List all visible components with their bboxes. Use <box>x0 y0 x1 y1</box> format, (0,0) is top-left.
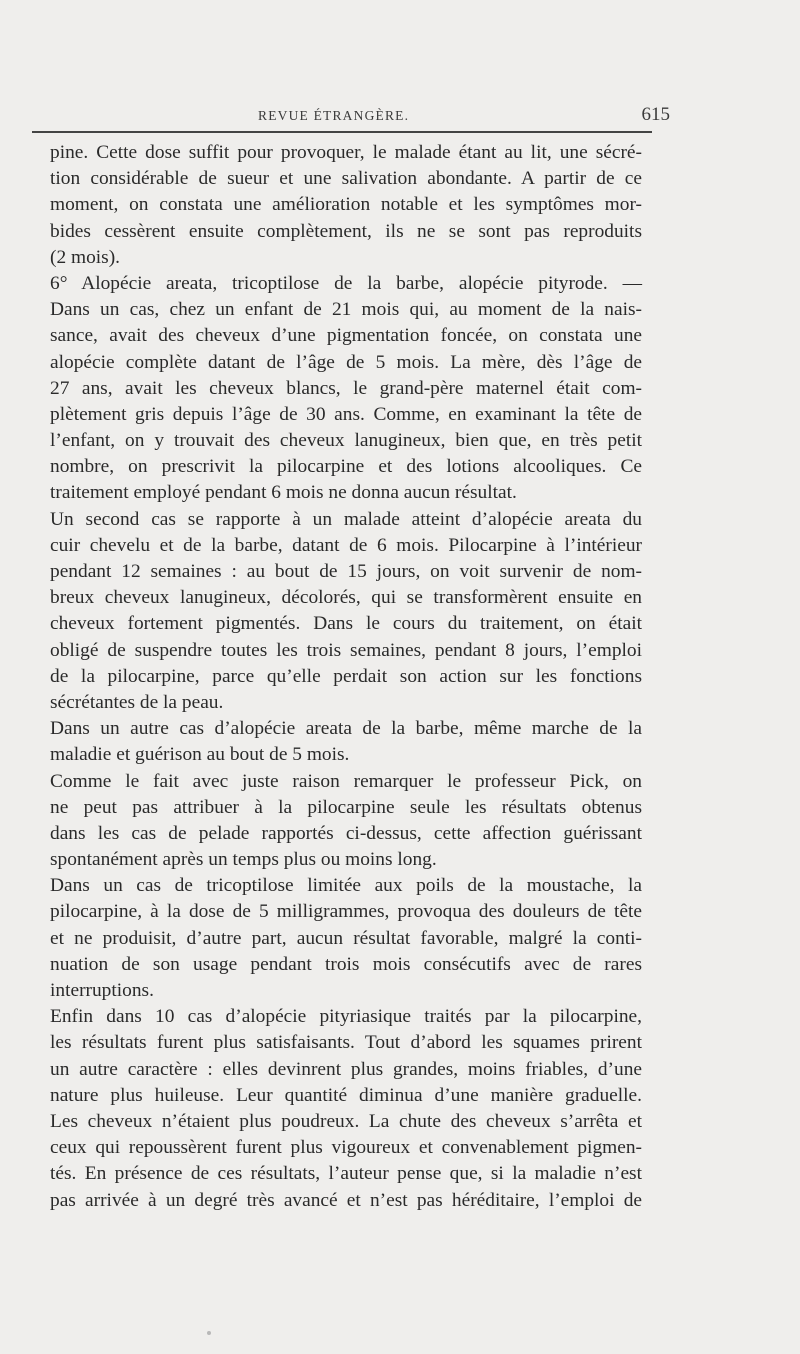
text-line: nombre, on prescrivit la pilocarpine et des lotions alcooliques. Ce <box>50 456 642 478</box>
text-line: Enfin dans 10 cas d’alopécie pityriasique traités par la pilocarpine, <box>50 1006 642 1028</box>
text-line: (2 mois). <box>50 246 121 268</box>
text-line: tés. En présence de ces résultats, l’auteur pense que, si la maladie n’est <box>50 1163 642 1185</box>
paper-speck <box>207 1331 211 1335</box>
text-line: cheveux fortement pigmentés. Dans le cours du traitement, on était <box>50 613 642 635</box>
text-line: nature plus huileuse. Leur quantité diminua d’une manière graduelle. <box>50 1084 642 1106</box>
text-line: nuation de son usage pendant trois mois consécutifs avec de rares <box>50 953 642 975</box>
text-line: moment, on constata une amélioration notable et les symptômes mor- <box>50 194 642 216</box>
body-text <box>50 140 642 1214</box>
text-line: plètement gris depuis l’âge de 30 ans. Comme, en examinant la tête de <box>50 403 642 425</box>
text-line: Un second cas se rapporte à un malade atteint d’alopécie areata du <box>50 508 642 530</box>
text-line: bides cessèrent ensuite complètement, ils ne se sont pas reproduits <box>50 220 642 242</box>
text-line: interruptions. <box>50 980 154 1001</box>
running-head <box>30 104 670 128</box>
text-line: l’enfant, on y trouvait des cheveux lanugineux, bien que, en très petit <box>50 430 642 452</box>
text-line: 27 ans, avait les cheveux blancs, le grand-père maternel était com- <box>50 377 642 399</box>
section-heading-line: 6° Alopécie areata, tricoptilose de la barbe, alopécie pityrode. — <box>50 272 642 294</box>
text-line: maladie et guérison au bout de 5 mois. <box>50 744 350 766</box>
text-line: sécrétantes de la peau. <box>50 691 224 713</box>
text-line: spontanément après un temps plus ou moins long. <box>50 849 437 871</box>
text-line: ceux qui repoussèrent furent plus vigoureux et convenablement pigmen- <box>50 1137 642 1159</box>
text-line: pilocarpine, à la dose de 5 milligrammes, provoqua des douleurs de tête <box>50 901 642 923</box>
text-line: dans les cas de pelade rapportés ci-dessus, cette affection guérissant <box>50 822 642 844</box>
text-line: traitement employé pendant 6 mois ne donna aucun résultat. <box>50 482 517 504</box>
text-line: ne peut pas attribuer à la pilocarpine seule les résultats obtenus <box>50 796 642 818</box>
text-line: Les cheveux n’étaient plus poudreux. La chute des cheveux s’arrêta et <box>50 1110 642 1132</box>
text-line: et ne produisit, d’autre part, aucun résultat favorable, malgré la conti- <box>50 927 642 949</box>
text-line: Dans un cas, chez un enfant de 21 mois qui, au moment de la nais- <box>50 299 642 321</box>
text-line: breux cheveux lanugineux, décolorés, qui se transformèrent ensuite en <box>50 587 642 609</box>
text-line: pendant 12 semaines : au bout de 15 jours, on voit survenir de nom- <box>50 561 642 582</box>
text-line: cuir chevelu et de la barbe, datant de 6 mois. Pilocarpine à l’intérieur <box>50 534 642 556</box>
text-line: Dans un cas de tricoptilose limitée aux poils de la moustache, la <box>50 875 642 897</box>
page-number: 615 <box>641 104 670 125</box>
text-line: de la pilocarpine, parce qu’elle perdait son action sur les fonctions <box>50 665 642 687</box>
text-line: pine. Cette dose suffit pour provoquer, le malade étant au lit, une sécré- <box>50 142 642 163</box>
text-line: sance, avait des cheveux d’une pigmentation foncée, on constata une <box>50 325 642 347</box>
running-title: REVUE ÉTRANGÈRE. <box>258 108 410 123</box>
text-line: obligé de suspendre toutes les trois semaines, pendant 8 jours, l’emploi <box>50 639 642 661</box>
text-line: Dans un autre cas d’alopécie areata de la barbe, même marche de la <box>50 718 642 740</box>
text-line: un autre caractère : elles devinrent plus grandes, moins friables, d’une <box>50 1058 642 1080</box>
text-line: les résultats furent plus satisfaisants. Tout d’abord les squames prirent <box>50 1032 642 1054</box>
header-rule <box>32 131 652 133</box>
text-line: tion considérable de sueur et une salivation abondante. A partir de ce <box>50 168 642 190</box>
text-line: Comme le fait avec juste raison remarquer le professeur Pick, on <box>50 770 642 792</box>
text-line: alopécie complète datant de l’âge de 5 mois. La mère, dès l’âge de <box>50 351 642 373</box>
text-line: pas arrivée à un degré très avancé et n’est pas héréditaire, l’emploi de <box>50 1189 642 1211</box>
